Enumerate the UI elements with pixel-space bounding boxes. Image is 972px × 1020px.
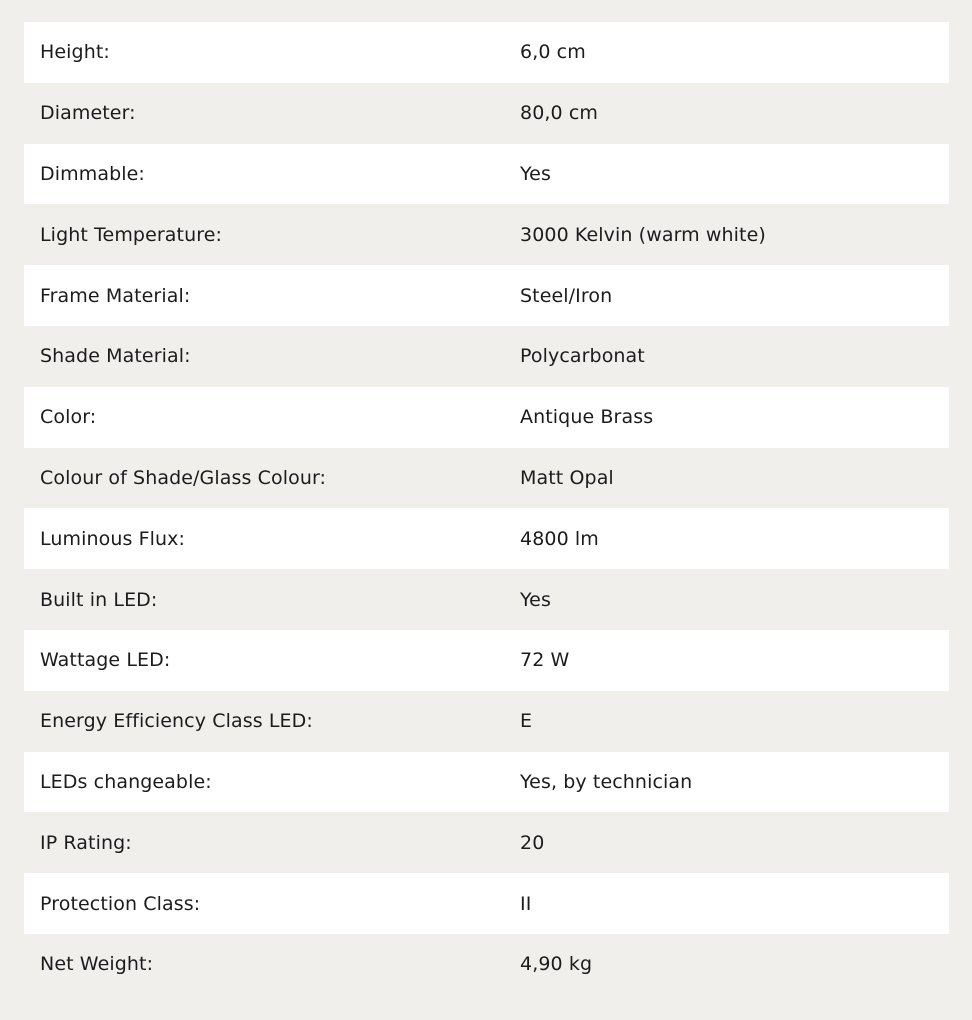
spec-label: Protection Class: [40,892,201,915]
spec-row-energy-efficiency [24,691,949,752]
spec-label: Diameter: [40,102,136,125]
spec-row-built-in-led [24,569,949,630]
spec-row-luminous-flux [24,508,949,569]
spec-row-leds-changeable [24,752,949,813]
spec-row-ip-rating [24,812,949,873]
spec-row-frame-material [24,265,949,326]
spec-table [24,22,949,995]
spec-value: Steel/Iron [520,284,613,307]
spec-row-dimmable [24,144,949,205]
spec-value: 6,0 cm [520,41,586,64]
spec-label: Shade Material: [40,345,191,368]
spec-label: Built in LED: [40,588,158,611]
spec-label: Frame Material: [40,284,191,307]
spec-row-diameter [24,83,949,144]
spec-row-color [24,387,949,448]
spec-label: Luminous Flux: [40,527,186,550]
spec-value: E [520,710,533,733]
spec-value: II [520,892,532,915]
spec-value: Polycarbonat [520,345,645,368]
spec-label: Light Temperature: [40,223,223,246]
spec-value: 72 W [520,649,570,672]
spec-label: Energy Efficiency Class LED: [40,710,313,733]
spec-value: Antique Brass [520,406,654,429]
spec-label: IP Rating: [40,831,132,854]
spec-row-height [24,22,949,83]
spec-label: Dimmable: [40,162,145,185]
spec-row-net-weight [24,934,949,995]
spec-value: Yes [520,162,551,185]
spec-value: Matt Opal [520,466,614,489]
spec-row-shade-colour [24,448,949,509]
spec-value: Yes, by technician [520,770,693,793]
spec-row-wattage-led [24,630,949,691]
spec-value: Yes [520,588,551,611]
spec-label: Wattage LED: [40,649,171,672]
spec-label: Colour of Shade/Glass Colour: [40,466,327,489]
spec-label: LEDs changeable: [40,770,212,793]
spec-label: Color: [40,406,97,429]
spec-label: Net Weight: [40,953,154,976]
spec-value: 3000 Kelvin (warm white) [520,223,766,246]
spec-row-light-temperature [24,204,949,265]
spec-value: 20 [520,831,545,854]
spec-label: Height: [40,41,110,64]
spec-value: 80,0 cm [520,102,598,125]
spec-value: 4800 lm [520,527,599,550]
spec-row-protection-class [24,873,949,934]
spec-row-shade-material [24,326,949,387]
spec-value: 4,90 kg [520,953,593,976]
